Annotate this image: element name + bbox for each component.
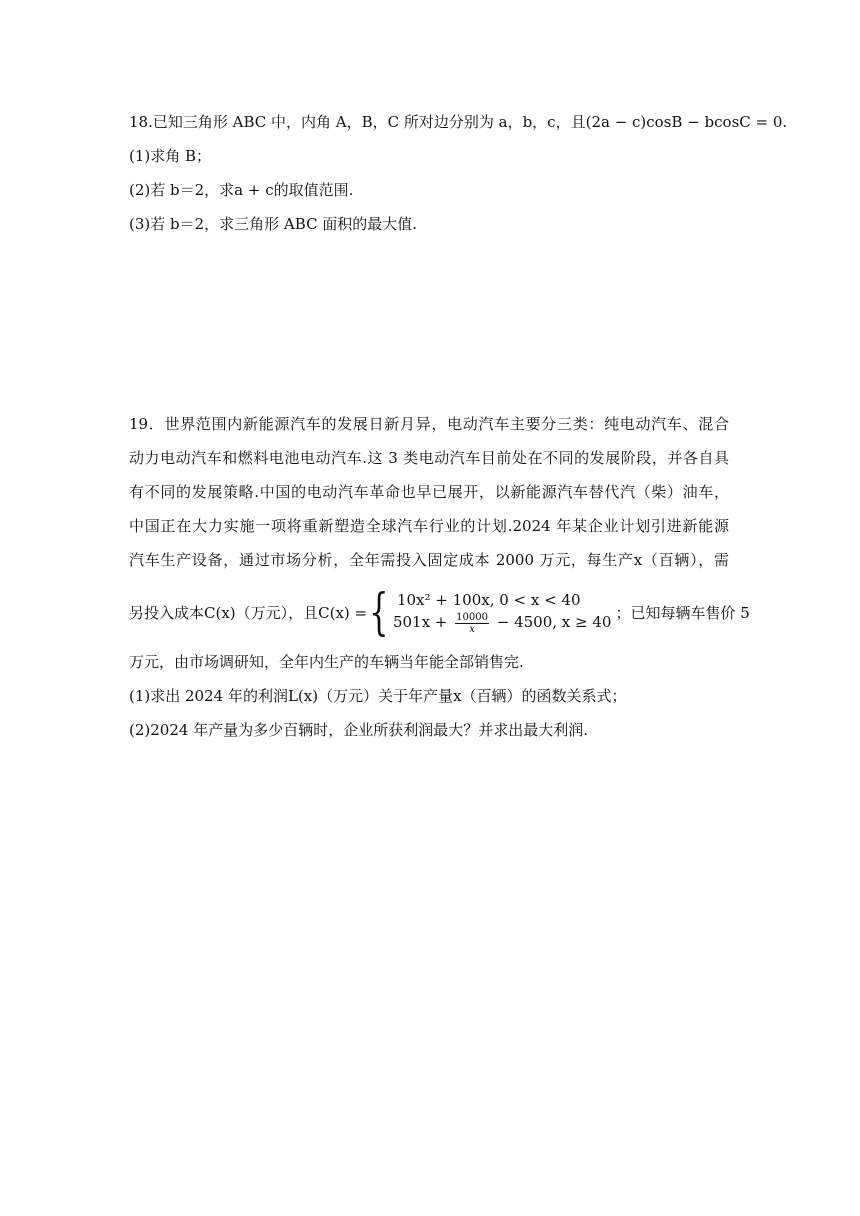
q19-para-line7: 万元，由市场调研知，全年内生产的车辆当年能全部销售完. xyxy=(129,653,524,671)
q19-para-line1: 19．世界范围内新能源汽车的发展日新月异，电动汽车主要分三类：纯电动汽车、混合 xyxy=(129,415,729,433)
q19-para-line4: 中国正在大力实施一项将重新塑造全球汽车行业的计划.2024 年某企业计划引进新能源 xyxy=(129,517,729,535)
q19-cost-function-line xyxy=(129,583,750,641)
q19-para-line3: 有不同的发展策略.中国的电动汽车革命也早已展开，以新能源汽车替代汽（柴）油车， xyxy=(129,483,729,501)
q18-part2: (2)若 b＝2，求a + c的取值范围. xyxy=(129,181,354,199)
q18-stem: 18.已知三角形 ABC 中，内角 A，B，C 所对边分别为 a，b，c，且(2a − c)cosB − bcosC = 0. xyxy=(129,113,788,131)
piecewise-case-2 xyxy=(393,611,612,635)
piecewise-brace: { xyxy=(369,583,389,641)
piecewise-case-2-tail: − 4500, x ≥ 40 xyxy=(496,613,612,632)
q19-part1: (1)求出 2024 年的利润L(x)（万元）关于年产量x（百辆）的函数关系式； xyxy=(129,687,627,705)
q19-para-line5: 汽车生产设备，通过市场分析，全年需投入固定成本 2000 万元，每生产x（百辆），需 xyxy=(129,551,729,569)
q19-para-line2: 动力电动汽车和燃料电池电动汽车.这 3 类电动汽车目前处在不同的发展阶段，并各自具 xyxy=(129,449,729,467)
piecewise-cases xyxy=(393,589,612,635)
q18-part3: (3)若 b＝2，求三角形 ABC 面积的最大值. xyxy=(129,215,418,233)
fraction xyxy=(455,612,489,635)
fraction-denominator: x xyxy=(469,623,475,635)
q18-part1: (1)求角 B； xyxy=(129,147,212,165)
fraction-numerator: 10000 xyxy=(456,611,488,623)
q19-price-note: ；已知每辆车售价 5 xyxy=(615,603,750,622)
q19-part2: (2)2024 年产量为多少百辆时，企业所获利润最大？并求出最大利润. xyxy=(129,721,588,739)
piecewise-case-1: 10x² + 100x, 0 < x < 40 xyxy=(396,591,581,610)
q19-cost-intro: 另投入成本C(x)（万元），且C(x) = xyxy=(129,603,368,622)
piecewise-case-2-head: 501x + xyxy=(392,613,448,632)
